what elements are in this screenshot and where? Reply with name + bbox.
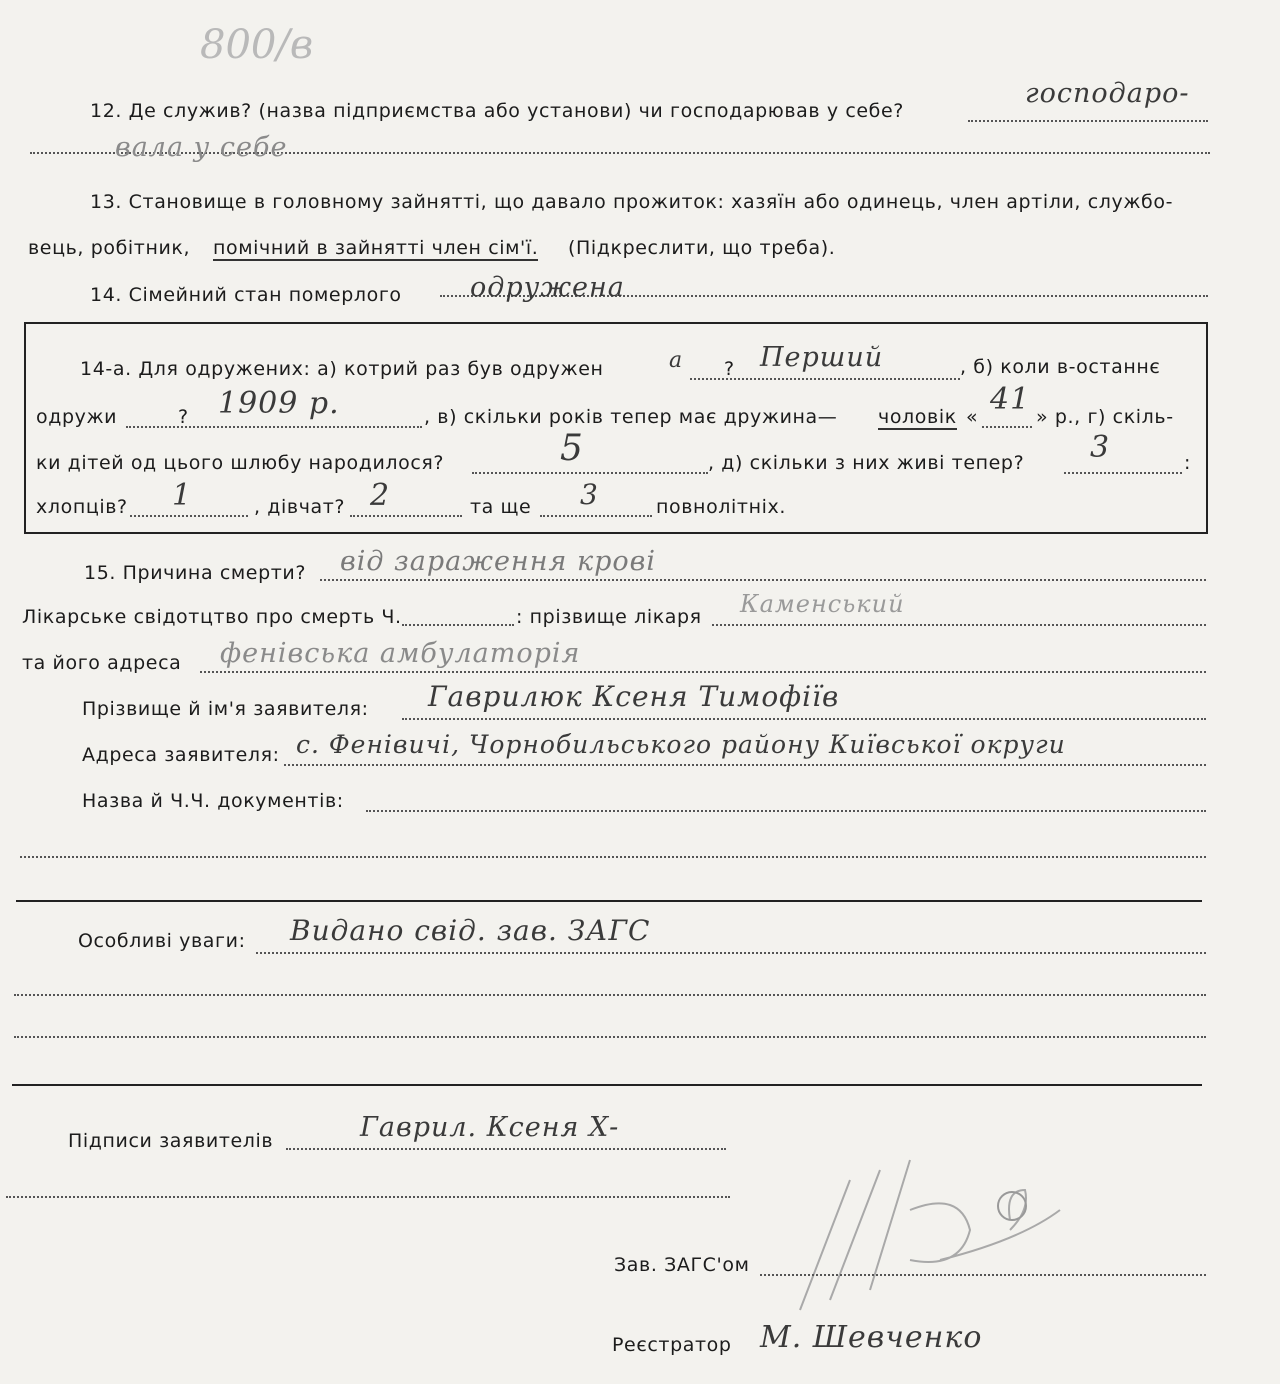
certificate-label: Лікарське свідотцтво про смерть Ч.: [22, 606, 402, 628]
q14a-age-line: [982, 426, 1032, 428]
signatures-value: Гаврил. Ксеня Х-: [360, 1112, 620, 1143]
head-line: [760, 1274, 1206, 1276]
applicant-name-line: [402, 718, 1206, 720]
doctor-label: : прізвище лікаря: [516, 606, 702, 628]
q13-line-2b: помічний в зайнятті член сім'ї.: [213, 237, 539, 259]
section-divider-2: [12, 1084, 1202, 1086]
q14a-times: Перший: [760, 342, 884, 373]
section-divider-1: [16, 900, 1202, 902]
q14a-line1-q: ?: [724, 358, 735, 380]
q12-label: 12. Де служив? (назва підприємства або установи) чи господарював у себе?: [90, 100, 904, 122]
q12-answer-line-1: [968, 120, 1208, 122]
head-signature-scribble: [760, 1150, 1100, 1320]
q14a-line2-mid: , в) скільки років тепер має дружина—: [424, 406, 838, 428]
documents-label: Назва й Ч.Ч. документів:: [82, 790, 344, 812]
remarks-label: Особливі уваги:: [78, 930, 246, 952]
q12-answer-2: вала у себе: [115, 132, 288, 163]
applicant-address-line: [284, 764, 1206, 766]
certificate-number-line: [402, 624, 514, 626]
signatures-line: [286, 1148, 726, 1150]
q14a-children-alive: 3: [1090, 430, 1111, 465]
married-details-box: [24, 322, 1208, 534]
q14a-children-born: 5: [560, 428, 584, 469]
q14a-alive-line: [1064, 472, 1182, 474]
q14a-line1-label: 14-а. Для одружених: а) котрий раз був одружен: [80, 358, 604, 380]
q14a-girls: 2: [370, 478, 391, 513]
doctor-line: [712, 624, 1206, 626]
documents-line-1: [366, 810, 1206, 812]
registrar-label: Реєстратор: [612, 1334, 732, 1356]
registrar-signature: М. Шевченко: [760, 1320, 983, 1355]
q14a-boys-line: [130, 515, 248, 517]
q14a-year: 1909 р.: [218, 386, 340, 421]
applicant-address: с. Фенівичі, Чорнобильського району Київської округи: [296, 730, 1066, 759]
q15-label: 15. Причина смерти?: [84, 562, 307, 584]
q14a-line2-quote: «: [966, 406, 979, 428]
q14a-line3-end: :: [1184, 452, 1192, 474]
documents-line-2: [20, 856, 1206, 858]
q15-answer-line: [320, 579, 1206, 581]
q14a-line2-choice: чоловік: [878, 406, 957, 428]
doctor-address-line: [200, 671, 1206, 673]
q15-answer: від зараження крові: [340, 546, 656, 577]
q14-answer: одружена: [470, 272, 625, 303]
q14a-line1-b: , б) коли в-останнє: [960, 356, 1161, 378]
q13-line-1: 13. Становище в головному зайнятті, що давало прожиток: хазяїн або одинець, член артіли, службо-: [90, 191, 1174, 213]
q14a-spouse-age: 41: [990, 382, 1031, 417]
q12-answer-1: господаро-: [1025, 78, 1190, 109]
signatures-line-2: [6, 1196, 730, 1198]
q14a-girls-line: [350, 515, 462, 517]
remarks-value: Видано свід. зав. ЗАГС: [290, 914, 651, 947]
q14a-adults-line: [540, 515, 652, 517]
q14a-born-line: [472, 472, 708, 474]
q14a-line2-label: одружи: [36, 406, 118, 428]
doctor-name: Каменський: [740, 590, 905, 618]
q14a-line2-tail: » р., г) скіль-: [1036, 406, 1174, 428]
doctor-address: фенівська амбулаторія: [220, 638, 581, 669]
q13-line-2a: вець, робітник,: [28, 237, 191, 259]
corner-note: 800/в: [200, 22, 314, 68]
q14a-girls-label: , дівчат?: [254, 496, 346, 518]
q14a-line3-label: ки дітей од цього шлюбу народилося?: [36, 452, 445, 474]
q14a-line4-end: повнолітніх.: [656, 496, 786, 518]
remarks-line-1: [256, 952, 1206, 954]
applicant-name-label: Прізвище й ім'я заявителя:: [82, 698, 369, 720]
doctor-address-label: та його адреса: [22, 652, 182, 674]
q14-label: 14. Сімейний стан померлого: [90, 284, 402, 306]
q14a-line2-q: ?: [178, 406, 189, 428]
remarks-line-2: [14, 994, 1206, 996]
q14a-boys: 1: [172, 478, 193, 513]
q14a-line3-mid: , д) скільки з них живі тепер?: [708, 452, 1025, 474]
applicant-name: Гаврилюк Ксеня Тимофіїв: [428, 680, 840, 713]
head-label: Зав. ЗАГС'ом: [614, 1254, 750, 1276]
q14a-boys-label: хлопців?: [36, 496, 128, 518]
q13-line-2c: (Підкреслити, що треба).: [568, 237, 836, 259]
q14a-more-label: та ще: [470, 496, 532, 518]
q14a-line1-suffix: а: [669, 348, 684, 373]
applicant-address-label: Адреса заявителя:: [82, 744, 280, 766]
q14a-adults: 3: [580, 478, 599, 511]
signatures-label: Підписи заявителів: [68, 1130, 274, 1152]
remarks-line-3: [14, 1036, 1206, 1038]
q14a-year-line: [126, 426, 422, 428]
